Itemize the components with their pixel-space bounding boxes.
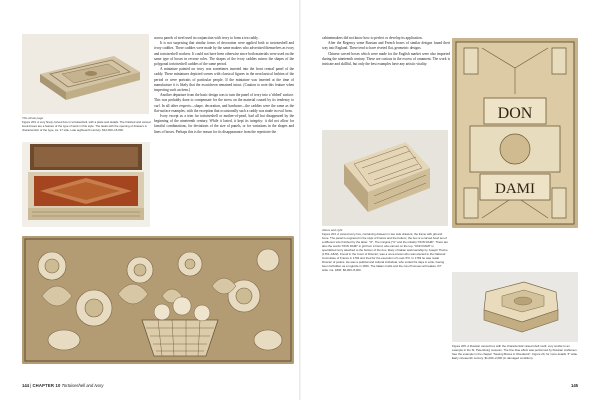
page-number: 144 xyxy=(22,383,29,388)
body-paragraph: Chinese carved boxes which were made for the English market were also imported during the nineteenth century. These are curious in the excess of ornament. The work is intricate and skillful, but only the best examples have any artistic vitality. xyxy=(322,51,450,67)
body-paragraph: After the Regency some Russian and French boxes of similar designs found their way into England. These tend to have riveted flat, geometric designs. xyxy=(322,41,450,51)
photo-carved-ivory-box xyxy=(322,130,448,226)
page-gutter xyxy=(299,0,301,400)
body-paragraph: Ivory except as a trim for tortoiseshell or mother-of-pearl, had all but disappeared by the beginning of the nineteenth century. While it lasted, it kept its integrity: it did not allow for fanciful combinations, for deviations of the size of panels, or for variations in the shapes and lines of boxes. Perhaps this is the reason for its disappearance from the repertoire the xyxy=(154,114,294,134)
caption-text: Figure 205. A Russian carved box with the characteristic raised shell motif, very similar to an example in the St. Petersburg museum. The fine blue effect was performed by Russian craftsmen. See the example in the chapter "Sewing Boxes in Woodwork". Figure 20, for more details. 5" wide. Early nineteenth century. $1,000–2,000 (in damaged condition). xyxy=(452,344,578,360)
caption-text: Figure 204. A carved ivory box, containing drawers in two side drawers; the frame with gilt and bone. The panel is engraved in the style of France and the bottom; the box is a carved bowl set of a different size finished by the latter. "IJ". The insignia ("IJ" and the initials) "DON DAMI". There are also the words "DON DAMI" in gilt from a friend, also carved on the top. "DON DAMI" is specialized ivory attached to the bottom of the box, likely of Italian workmanship by Joseph Thorne (1761–1822). Found in the Court of Director; was a once-known who was elected to the National Committee of France in 1792 and tried for the execution of Louis XVI. In 1793 he was made Director of justice. He was a political and cultural individual, who ended his days in exile, having been forbidden as a regicide in 1816. The Italian motifs and the cut-off scenes at breakes. 6/7 wide. Ca. 1800. $6,000–8,000. xyxy=(322,232,449,272)
left-folio xyxy=(22,383,103,388)
body-paragraph: Another departure from the basic design was to turn the panel of ivory into a 'ribbed' surface. This was probably done to compensate for the stress on the material caused by its tendency to curl. In all other respects—shape, decoration, and hardware—the caddies were the same as the flat-surface examples, with the exception that occasionally such a caddy was made in oval form. xyxy=(154,93,294,113)
photo-don-dami-panel xyxy=(452,38,578,228)
chapter-title: Tortoiseshell and Ivory xyxy=(61,383,104,388)
figure-caption-203 xyxy=(22,117,151,133)
body-paragraph: across panels of steel used in conjunction with ivory to form a tea caddy. xyxy=(154,36,259,40)
panel-inscription-dami: DAMI xyxy=(495,181,535,197)
left-page-body-text xyxy=(154,36,294,135)
body-paragraph: cabinetmakers did not know how to perfect or develop its application. xyxy=(322,36,423,40)
folio-separator: | xyxy=(30,383,32,388)
body-paragraph: A miniature painted on ivory was sometimes inserted into the front central panel of the caddy. These miniatures depicted scenes with classical figures in the neoclassical fashion of the period or were portraits of particular people. If the miniature was inserted at the time of manufacture it is likely that the escutcheon remained intact. (Caution to note this feature when inspecting such an item.) xyxy=(154,67,294,93)
photo-closed-ivory-box xyxy=(22,34,149,114)
right-folio xyxy=(571,383,578,388)
caption-title: Above and right xyxy=(322,228,343,232)
figure-caption-205 xyxy=(452,345,578,361)
caption-title: This whole page xyxy=(22,116,44,120)
caption-text: Figure 203. A very finely carved box in tortoiseshell, with a plate and details. The finished and carved book-boxes are a feature of the type of work in this style. The tasks with the opening of drawers is characteristic of the type, ca. 17 side, Late eighteenth century. $12,000–15,000. xyxy=(22,120,151,133)
photo-open-ivory-box xyxy=(22,142,150,227)
photo-octagonal-box xyxy=(452,272,578,342)
page-number: 145 xyxy=(571,383,578,388)
photo-carved-panel-detail xyxy=(22,236,294,364)
panel-inscription-don: DON xyxy=(497,105,533,122)
chapter-label: CHAPTER 10 xyxy=(32,383,61,388)
body-paragraph: It is not surprising that similar forms of decoration were applied both to tortoiseshell and ivory caddies. These caddies were made by the same makers who advertised themselves as ivory and tortoiseshell workers. It could not have been otherwise since both materials were used on the same type of boxes in reverse roles. The shapes of the ivory caddies mirror the shapes of the polygonal tortoiseshell caddies of the same period. xyxy=(154,41,294,67)
figure-caption-204 xyxy=(322,229,448,272)
right-page-body-text xyxy=(322,36,450,67)
